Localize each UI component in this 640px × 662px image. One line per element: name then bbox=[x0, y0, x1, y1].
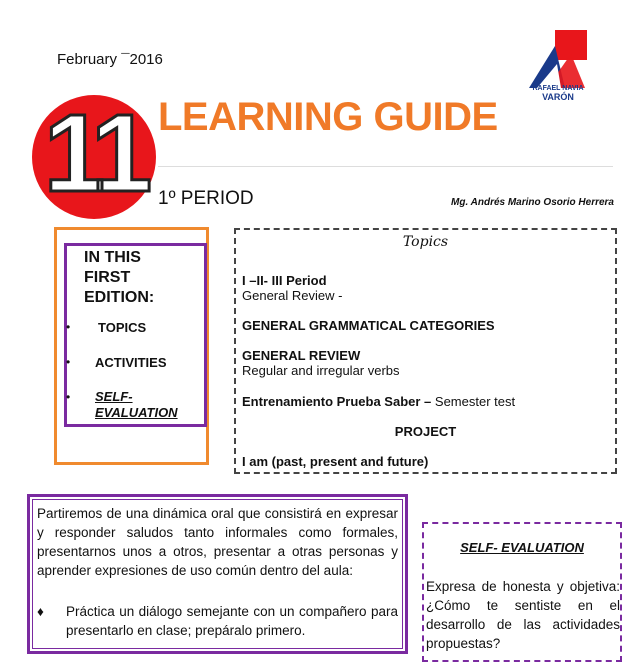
topics-review-sub: Regular and irregular verbs bbox=[242, 363, 400, 378]
edition-item-evaluation: EVALUATION bbox=[95, 405, 178, 420]
intro-bullet-item bbox=[37, 602, 398, 640]
page-title: LEARNING GUIDE bbox=[158, 95, 498, 139]
diamond-bullet-icon: ♦ bbox=[37, 604, 44, 619]
topics-categories: GENERAL GRAMMATICAL CATEGORIES bbox=[242, 318, 495, 333]
edition-item-topics: TOPICS bbox=[98, 320, 147, 335]
self-evaluation-title: SELF- EVALUATION bbox=[460, 540, 584, 555]
intro-bullet-text: Práctica un diálogo semejante con un compañero para presentarlo en clase; prepáralo primero. bbox=[66, 604, 398, 638]
topics-iam: I am (past, present and future) bbox=[242, 454, 429, 469]
author-name: Mg. Andrés Marino Osorio Herrera bbox=[451, 197, 614, 208]
edition-item-activities: ACTIVITIES bbox=[95, 355, 167, 370]
bullet-icon: • bbox=[66, 390, 71, 404]
document-date: February ¯2016 bbox=[57, 51, 163, 68]
topics-saber: Entrenamiento Prueba Saber – Semester test bbox=[242, 394, 516, 409]
self-evaluation-text: Expresa de honesta y objetiva: ¿Cómo te sentiste en el desarrollo de las actividades propuestas? bbox=[426, 579, 620, 651]
period-label: 1º PERIOD bbox=[158, 188, 254, 209]
topics-title: Topics bbox=[402, 234, 449, 250]
topics-period: I –II- III Period bbox=[242, 273, 327, 288]
topics-review: GENERAL REVIEW bbox=[242, 348, 361, 363]
title-divider bbox=[158, 166, 613, 167]
bullet-icon: • bbox=[66, 320, 71, 334]
edition-item-self: SELF- bbox=[95, 389, 133, 404]
topics-project: PROJECT bbox=[394, 424, 457, 439]
logo-caption: RAFAEL NAVIA VARÓN bbox=[532, 85, 584, 102]
grade-number: 11 bbox=[43, 92, 145, 215]
intro-paragraph: Partiremos de una dinámica oral que consistirá en expresar y responder saludos tanto informales como formales, presentarnos unos a otros, presentar a otras personas y aprender expresiones de uso común dentro del aula: bbox=[37, 506, 398, 578]
edition-heading: IN THIS FIRST EDITION: bbox=[84, 249, 155, 306]
bullet-icon: • bbox=[66, 355, 71, 369]
topics-period-sub: General Review - bbox=[242, 288, 343, 303]
